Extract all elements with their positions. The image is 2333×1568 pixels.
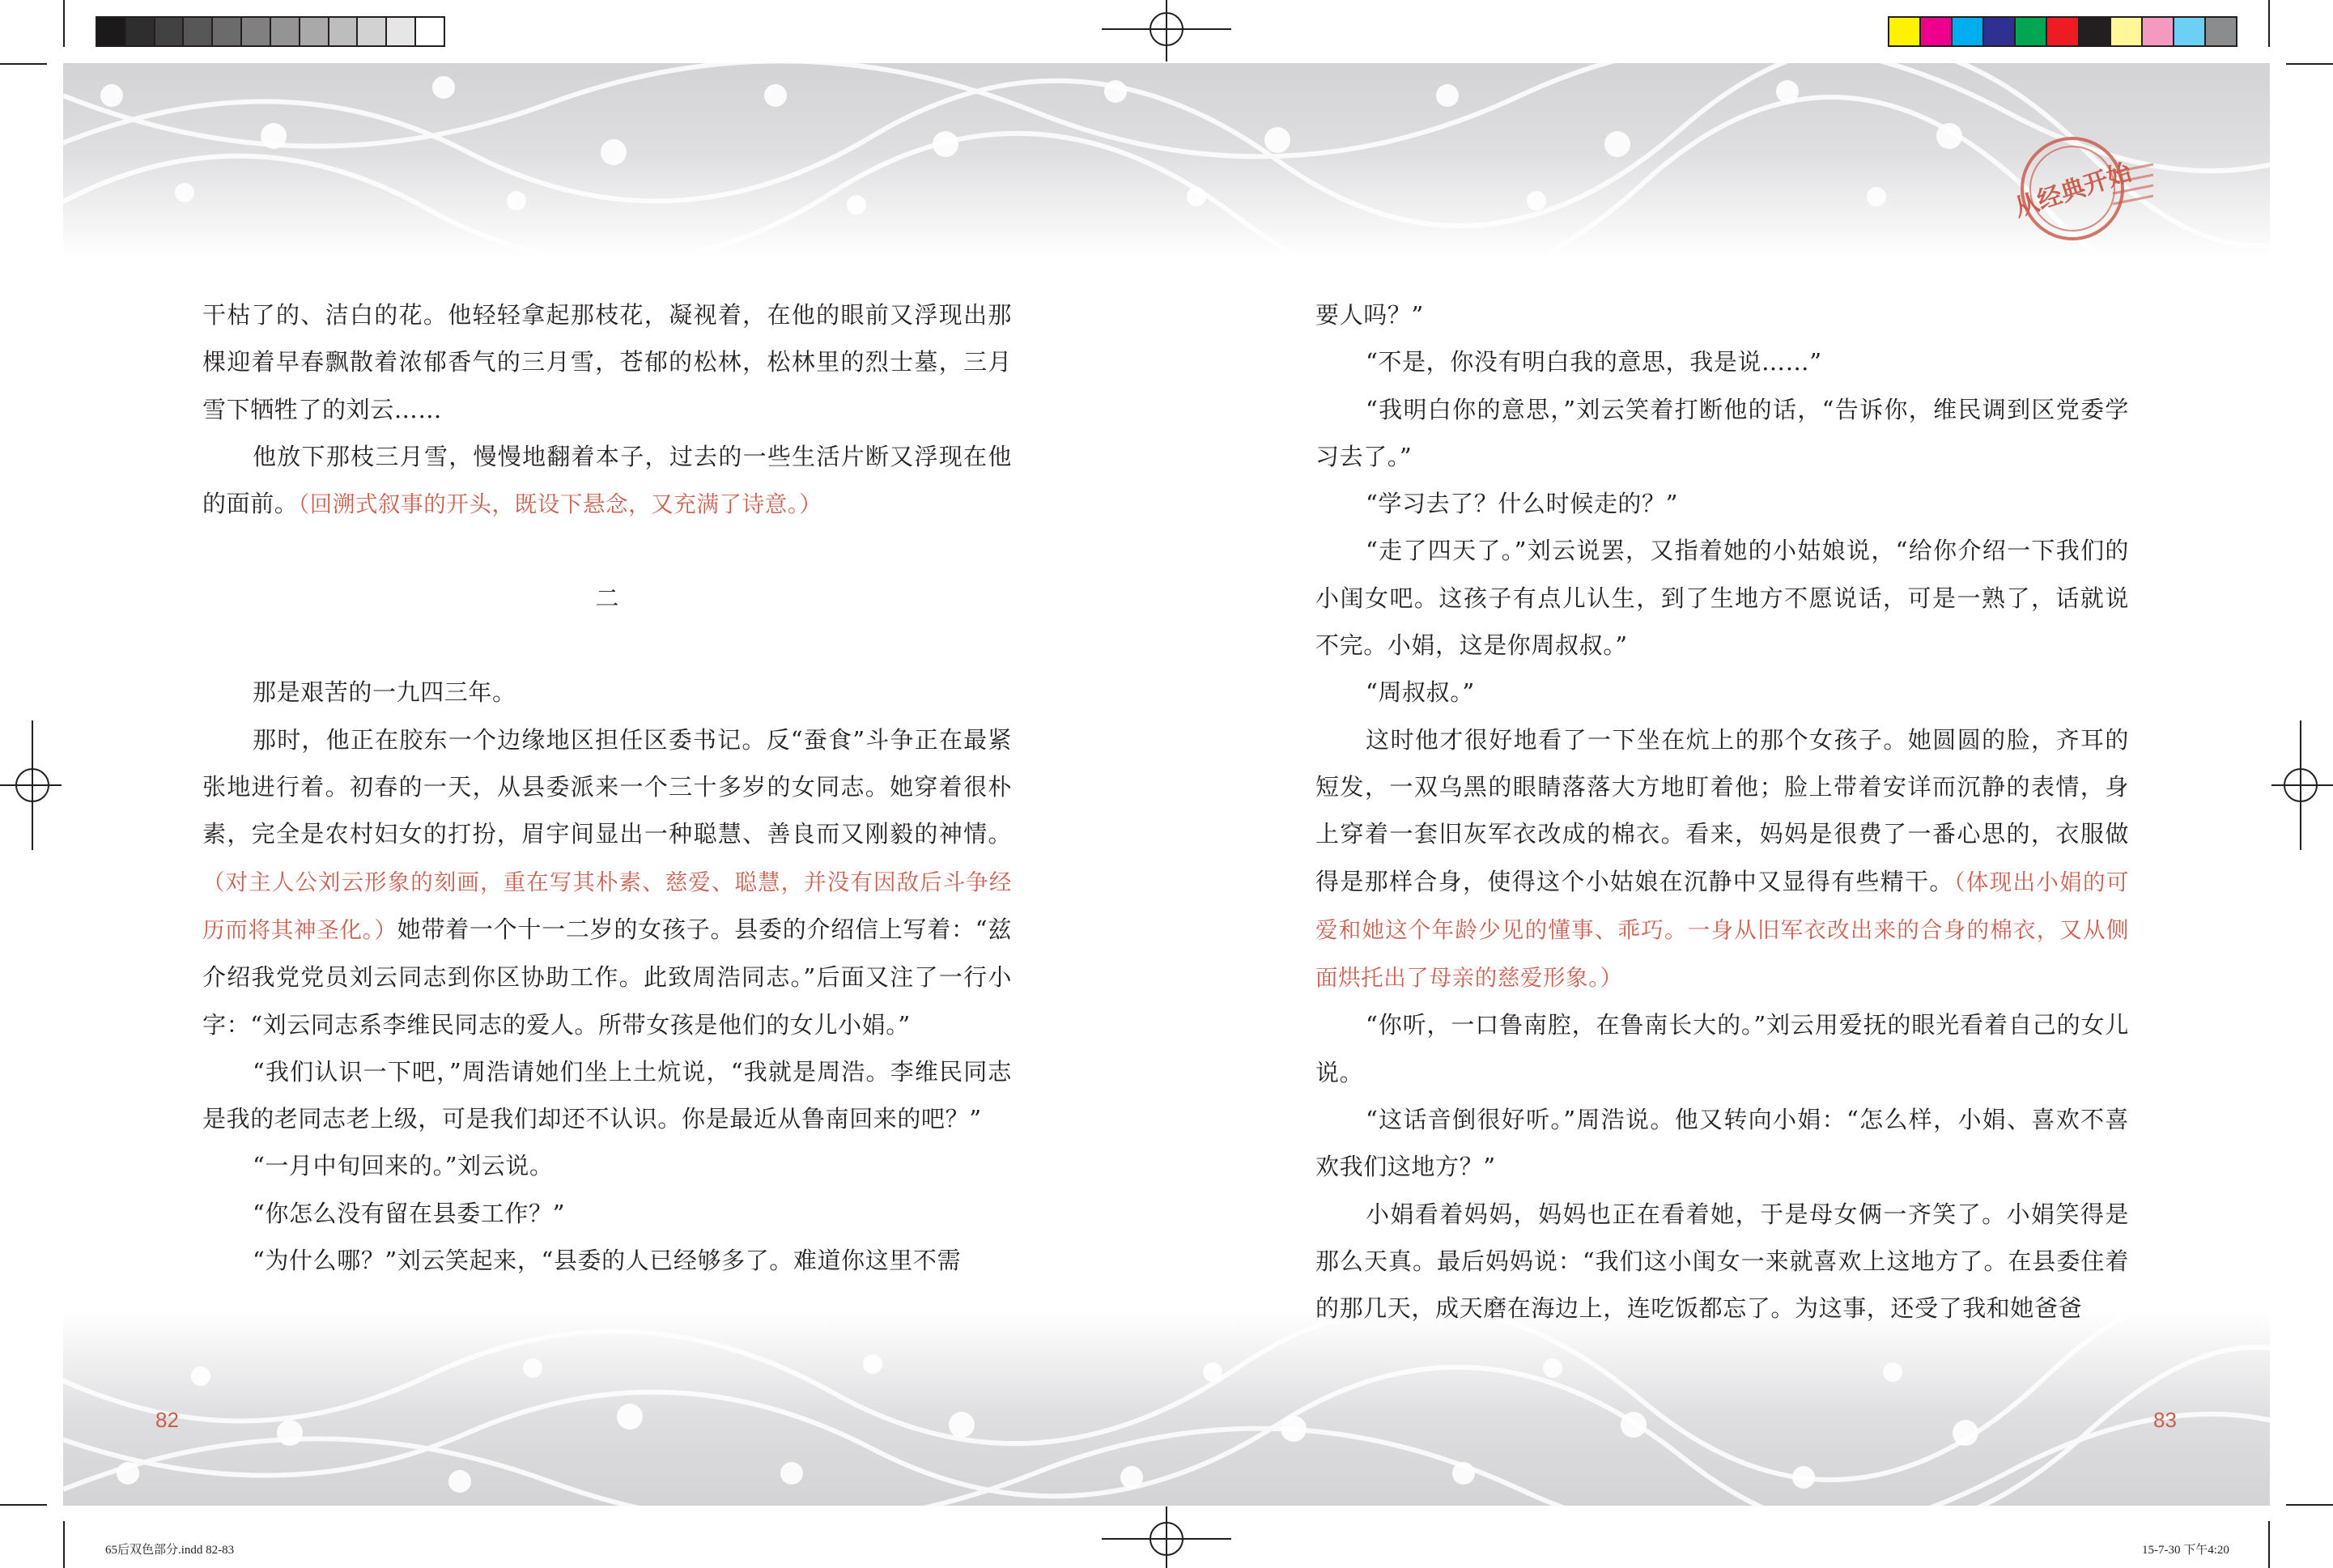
paragraph — [1315, 716, 2129, 1002]
right-page — [1315, 291, 2129, 1332]
grayscale-color-bar — [96, 16, 445, 47]
color-swatch — [271, 18, 300, 45]
paragraph — [202, 716, 1012, 1048]
paragraph — [202, 433, 1012, 529]
crop-mark — [63, 1521, 65, 1568]
color-swatch — [97, 18, 126, 45]
color-swatch — [1889, 18, 1921, 45]
color-swatch — [2143, 18, 2174, 45]
annotation-note: （回溯式叙事的开头，既设下悬念，又充满了诗意。） — [298, 491, 822, 518]
color-swatch — [387, 18, 416, 45]
paragraph: “走了四天了。”刘云说罢，又指着她的小姑娘说，“给你介绍一下我们的小闺女吧。这孩子有点儿认生，到了生地方不愿说话，可是一熟了，话就说不完。小娟，这是你周叔叔。” — [1315, 537, 2129, 660]
stamp-text: 从经典开始 — [2011, 158, 2135, 223]
paragraph: 要人吗？” — [1315, 301, 1424, 329]
registration-mark-bottom — [1102, 1505, 1231, 1568]
paragraph: “你怎么没有留在县委工作？” — [253, 1199, 566, 1227]
color-swatch — [329, 18, 359, 45]
paragraph: “为什么哪？”刘云笑起来，“县委的人已经够多了。难道你这里不需 — [253, 1247, 962, 1275]
color-swatch — [2111, 18, 2143, 45]
page-number-left: 82 — [155, 1408, 179, 1432]
postmark-stamp — [1991, 128, 2153, 249]
section-title: 二 — [595, 584, 619, 613]
floral-pattern-top — [63, 63, 2270, 257]
crop-mark — [0, 63, 47, 65]
paragraph: “我们认识一下吧，”周浩请她们坐上土炕说，“我就是周浩。李维民同志是我的老同志老上级，可是我们却还不认识。你是最近从鲁南回来的吧？” — [202, 1057, 1012, 1133]
color-swatch — [242, 18, 271, 45]
color-swatch — [2016, 18, 2047, 45]
paragraph: 干枯了的、洁白的花。他轻轻拿起那枝花，凝视着，在他的眼前又浮现出那棵迎着早春飘散着浓郁香气的三月雪，苍郁的松林，松林里的烈士墓，三月雪下牺牲了的刘云…… — [202, 301, 1012, 423]
bottom-decorative-band — [63, 1311, 2270, 1506]
paragraph-text: 那时，他正在胶东一个边缘地区担任区委书记。反“蚕食”斗争正在最紧张地进行着。初春的一天，从县委派来一个三十多岁的女同志。她穿着很朴素，完全是农村妇女的打扮，眉宇间显出一种聪慧、善良而又刚毅的神情。 — [202, 725, 1012, 848]
color-swatch — [1984, 18, 2016, 45]
registration-mark-right — [2270, 720, 2333, 850]
registration-mark-top — [1102, 0, 1231, 63]
paragraph-text: 他放下那枝三月雪，慢慢地翻着本子，过去的一些生活片断又浮现在他的面前。 — [202, 442, 1012, 518]
paragraph: “这话音倒很好听。”周浩说。他又转向小娟：“怎么样，小娟、喜欢不喜欢我们这地方？” — [1315, 1106, 2129, 1181]
color-swatch — [2206, 18, 2236, 45]
paragraph: 小娟看着妈妈，妈妈也正在看着她，于是母女俩一齐笑了。小娟笑得是那么天真。最后妈妈说：“我们这小闺女一来就喜欢上这地方了。在县委住着的那几天，成天磨在海边上，连吃饭都忘了。为这事，还受了我和她爸爸 — [1315, 1200, 2129, 1323]
crop-mark — [2268, 0, 2270, 47]
color-swatch — [213, 18, 242, 45]
color-swatch — [2080, 18, 2111, 45]
process-color-bar — [1888, 16, 2237, 47]
crop-mark — [2286, 63, 2333, 65]
paragraph: “你听，一口鲁南腔，在鲁南长大的。”刘云用爱抚的眼光看着自己的女儿说。 — [1315, 1011, 2129, 1086]
color-swatch — [358, 18, 387, 45]
color-swatch — [1953, 18, 1984, 45]
paragraph: “不是，你没有明白我的意思，我是说……” — [1366, 348, 1822, 376]
paragraph: “一月中旬回来的。”刘云说。 — [253, 1152, 554, 1180]
footer-file-info: 65后双色部分.indd 82-83 — [105, 1544, 235, 1557]
paragraph: “周叔叔。” — [1366, 678, 1475, 707]
crop-mark — [2268, 1521, 2270, 1568]
crop-mark — [2286, 1504, 2333, 1506]
color-swatch — [155, 18, 185, 45]
paragraph-text: 她带着一个十一二岁的女孩子。县委的介绍信上写着：“兹介绍我党党员刘云同志到你区协助工作。此致周浩同志。”后面又注了一行小字：“刘云同志系李维民同志的爱人。所带女孩是他们的女儿小娟。” — [202, 915, 1012, 1039]
floral-pattern-bottom — [63, 1311, 2270, 1506]
left-page — [202, 291, 1012, 1284]
stamp-graphic — [1991, 128, 2153, 249]
crop-mark — [63, 0, 65, 47]
annotation-note: （对主人公刘云形象的刻画，重在写其朴素、慈爱、聪慧，并没有因敌后斗争经历而将其神圣化。） — [202, 869, 1012, 943]
color-swatch — [416, 18, 444, 45]
paragraph-text: 这时他才很好地看了一下坐在炕上的那个女孩子。她圆圆的脸，齐耳的短发，一双乌黑的眼睛落落大方地盯着他；脸上带着安详而沉静的表情，身上穿着一套旧灰军衣改成的棉衣。看来，妈妈是很费了一番心思的，衣服做得是那样合身，使得这个小姑娘在沉静中又显得有些精干。 — [1315, 725, 2129, 895]
registration-mark-left — [0, 720, 63, 850]
annotation-note: （体现出小娟的可爱和她这个年龄少见的懂事、乖巧。一身从旧军衣改出来的合身的棉衣，又从侧面烘托出了母亲的慈爱形象。） — [1315, 869, 2129, 992]
top-decorative-band — [63, 63, 2270, 257]
color-swatch — [2047, 18, 2079, 45]
paragraph: “我明白你的意思，”刘云笑着打断他的话，“告诉你，维民调到区党委学习去了。” — [1315, 395, 2129, 470]
color-swatch — [2174, 18, 2206, 45]
paragraph: 那是艰苦的一九四三年。 — [253, 678, 516, 707]
color-swatch — [300, 18, 329, 45]
color-swatch — [126, 18, 155, 45]
color-swatch — [184, 18, 213, 45]
color-swatch — [1921, 18, 1953, 45]
paragraph: “学习去了？什么时候走的？” — [1366, 490, 1679, 518]
crop-mark — [0, 1504, 47, 1506]
page-number-right: 83 — [2153, 1408, 2177, 1432]
footer-date-info: 15-7-30 下午4:20 — [2142, 1544, 2229, 1557]
